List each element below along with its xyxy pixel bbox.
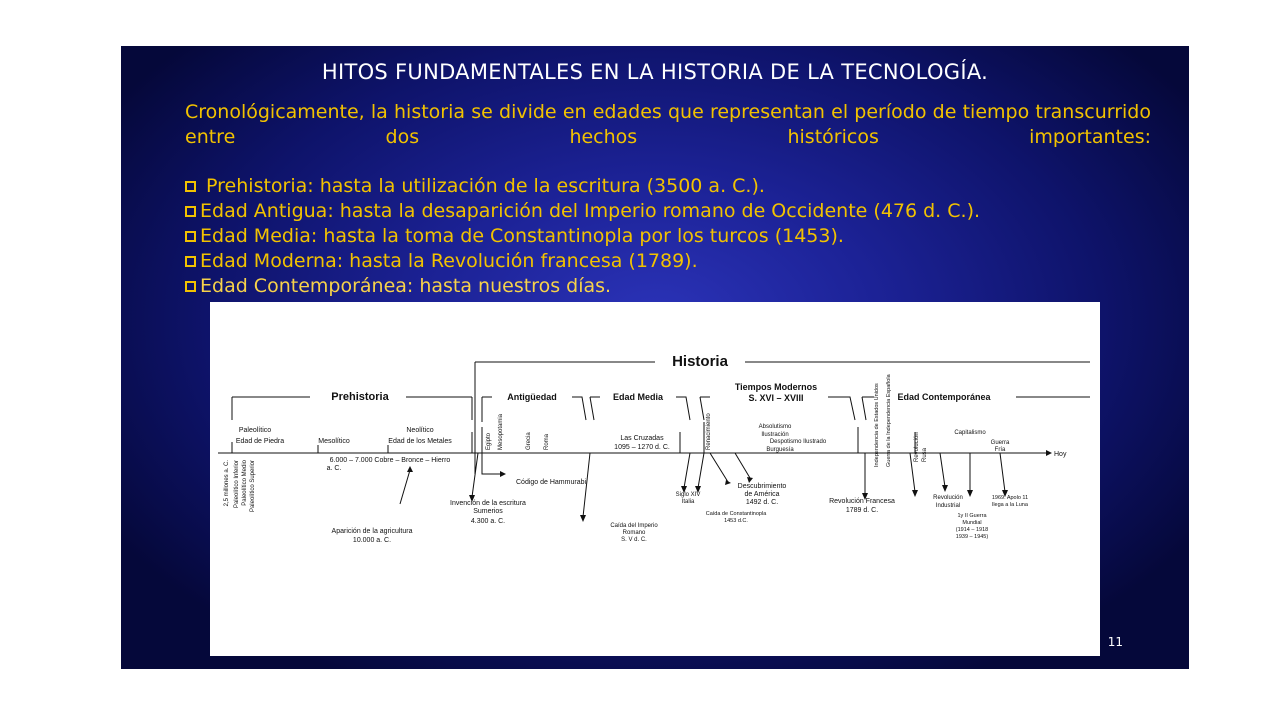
label-agricultura: Aparición de la agricultura	[331, 528, 413, 535]
label-revolucion-francesa-fecha: 1789 d. C.	[845, 507, 879, 514]
vlabel-revolucion: Revolución	[914, 432, 920, 462]
label-descubrimiento: Descubrimiento	[737, 483, 787, 490]
label-agricultura-fecha: 10.000 a. C.	[352, 537, 392, 544]
label-revolucion-industrial-1: Revolución	[933, 495, 963, 501]
vlabel-renacimiento: Renacimiento	[706, 413, 712, 450]
label-tiempos-modernos: Tiempos Modernos	[734, 382, 818, 392]
vlabel-paleo-inf: Paleolítico Inferior	[234, 460, 240, 509]
age-list	[185, 174, 1151, 299]
label-prehistoria: Prehistoria	[331, 391, 389, 403]
label-burguesia: Burguesía	[766, 447, 794, 453]
list-item: Edad Moderna: hasta la Revolución francesa (1789).	[185, 249, 1151, 274]
vlabel-paleo-sup: Paleolítico Superior	[250, 460, 256, 513]
label-mesolitico: Mesolítico	[318, 438, 350, 445]
checkbox-bullet-icon	[185, 281, 196, 292]
label-constantinopla-fecha: 1453 d.C.	[724, 518, 748, 524]
label-luna-1: 1969: Apolo 11	[991, 495, 1029, 501]
label-revolucion-francesa: Revolución Francesa	[829, 498, 895, 505]
vlabel-guerra-indep: Guerra de la Independencia Española	[886, 374, 892, 467]
list-item: Edad Antigua: hasta la desaparición del Imperio romano de Occidente (476 d. C.).	[185, 199, 1151, 224]
vlabel-grecia: Grecia	[526, 432, 532, 450]
vlabel-roma: Roma	[544, 433, 550, 450]
vlabel-indep-eeuu: Independencia de Estados Unidos	[874, 383, 880, 467]
checkbox-bullet-icon	[185, 206, 196, 217]
page-number: 11	[1107, 635, 1123, 649]
label-edad-piedra: Edad de Piedra	[235, 438, 285, 445]
label-constantinopla: Caída de Constantinopla	[705, 511, 767, 517]
label-antiguedad: Antigüedad	[507, 392, 557, 402]
label-hammurabi: Código de Hammurabi	[516, 479, 587, 486]
label-cruzadas: Las Cruzadas	[620, 435, 664, 442]
checkbox-bullet-icon	[185, 181, 196, 192]
label-invencion: Invención de la escritura	[450, 500, 526, 507]
label-sumerios: Sumerios	[473, 508, 503, 515]
slide-title: HITOS FUNDAMENTALES EN LA HISTORIA DE LA TECNOLOGÍA.	[321, 60, 989, 84]
slide	[121, 46, 1189, 669]
vlabel-rusa: Rusa	[922, 447, 928, 462]
label-romano: Romano	[622, 530, 646, 536]
label-siglos: S. XVI – XVIII	[748, 393, 804, 403]
label-ilustracion: Ilustración	[761, 432, 789, 438]
label-guerra-mundial-4: 1939 – 1945)	[955, 534, 989, 540]
list-item: Prehistoria: hasta la utilización de la escritura (3500 a. C.).	[185, 174, 1151, 199]
label-america-fecha: 1492 d. C.	[745, 499, 779, 506]
label-edad-contemporanea: Edad Contemporánea	[897, 392, 991, 402]
label-revolucion-industrial-2: Industrial	[935, 503, 961, 509]
label-guerra-mundial-2: Mundial	[962, 520, 982, 526]
label-cobre: 6.000 – 7.000 Cobre – Bronce – Hierro	[329, 457, 451, 464]
checkbox-bullet-icon	[185, 256, 196, 267]
label-luna-2: llega a la Luna	[992, 502, 1028, 508]
label-capitalismo: Capitalismo	[954, 430, 986, 436]
label-cruzadas-fecha: 1095 – 1270 d. C.	[614, 444, 670, 451]
label-guerra-mundial-3: (1914 – 1918	[955, 527, 989, 533]
timeline-svg	[210, 302, 1100, 656]
list-item: Edad Contemporánea: hasta nuestros días.	[185, 274, 1151, 299]
label-caida-fecha: S. V d. C.	[621, 537, 647, 543]
label-paleolitico: Paleolítico	[238, 427, 272, 434]
label-fria: Fría	[994, 447, 1006, 453]
label-despotismo: Despotismo Ilustrado	[769, 439, 827, 445]
label-invencion-fecha: 4.300 a. C.	[470, 518, 506, 525]
label-edad-metales: Edad de los Metales	[388, 438, 452, 445]
label-de-america: de América	[744, 491, 780, 498]
label-neolitico: Neolítico	[406, 427, 434, 434]
label-guerra: Guerra	[990, 440, 1010, 446]
intro-paragraph: Cronológicamente, la historia se divide en edades que representan el período de tiempo transcurrido entre dos hechos históricos importantes:	[185, 101, 1151, 148]
label-absolutismo: Absolutismo	[758, 424, 792, 430]
label-ac: a. C.	[326, 465, 342, 472]
vlabel-25millones: 2,5 millones a. C.	[224, 460, 230, 507]
vlabel-paleo-med: Paleolítico Medio	[242, 460, 248, 506]
label-caida-imperio: Caída del Imperio	[610, 523, 658, 529]
label-italia: Italia	[681, 499, 695, 505]
label-historia: Historia	[672, 353, 728, 370]
label-guerra-mundial-1: 1y II Guerra	[957, 513, 987, 519]
label-siglo-xiv: Siglo XIV	[675, 492, 701, 498]
history-timeline-diagram	[210, 302, 1100, 656]
checkbox-bullet-icon	[185, 231, 196, 242]
label-edad-media: Edad Media	[612, 392, 664, 402]
vlabel-mesopotamia: Mesopotamia	[498, 413, 504, 450]
list-item: Edad Media: hasta la toma de Constantinopla por los turcos (1453).	[185, 224, 1151, 249]
label-hoy: Hoy	[1054, 451, 1067, 458]
vlabel-egipto: Egipto	[486, 432, 492, 450]
